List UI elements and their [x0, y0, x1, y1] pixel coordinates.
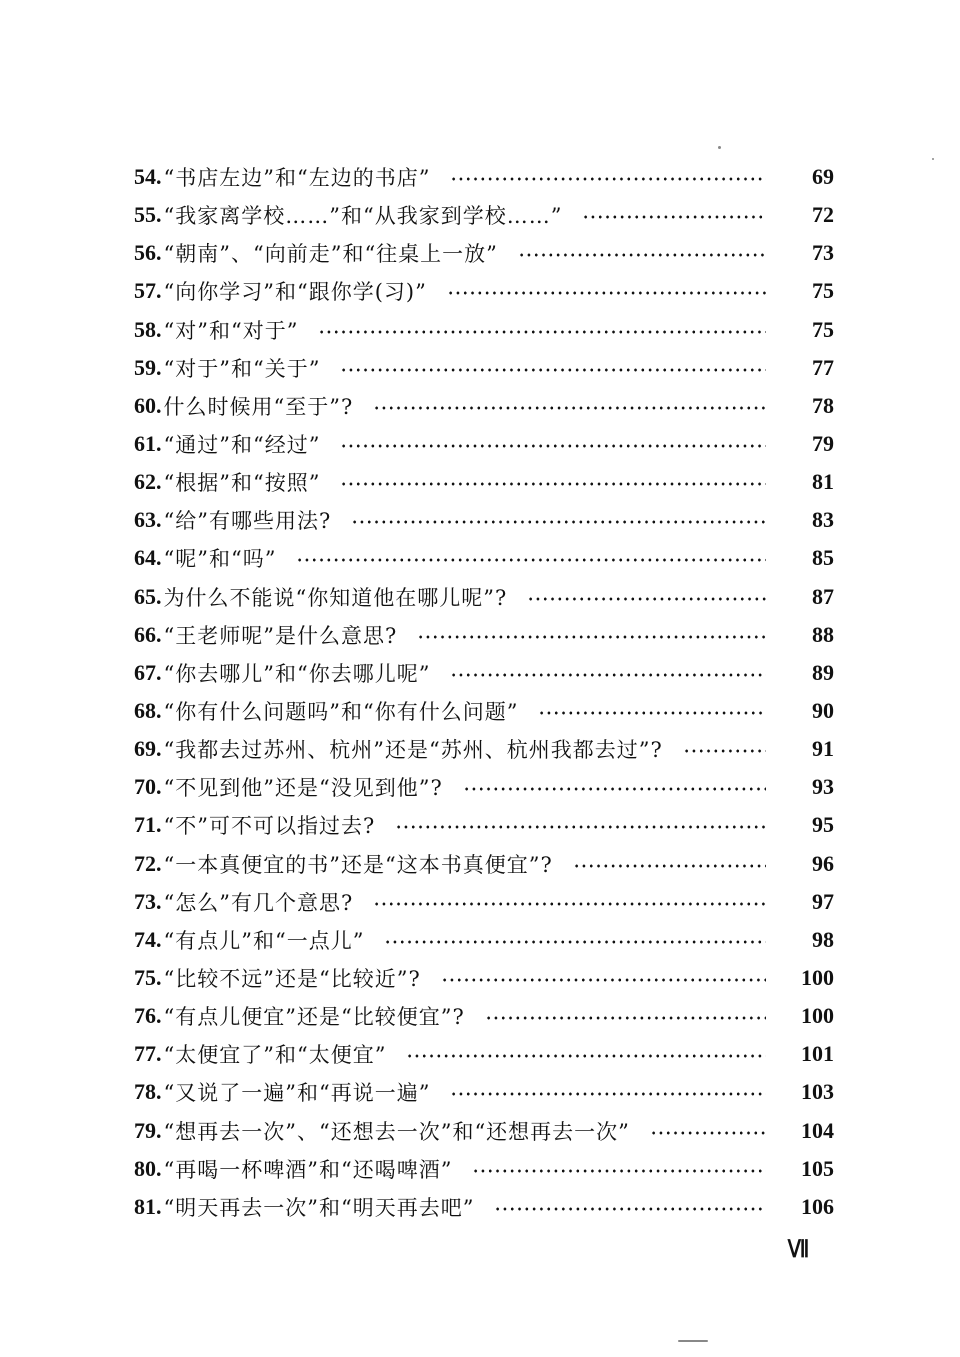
entry-title: “你去哪儿”和“你去哪儿呢”	[163, 661, 431, 686]
dot-leader	[373, 406, 766, 410]
entry-number: 81.	[134, 1193, 162, 1219]
entry-number: 70.	[134, 774, 162, 800]
dot-leader	[373, 902, 766, 906]
toc-entry	[134, 654, 834, 692]
entry-page: 88	[812, 621, 834, 647]
entry-number: 75.	[134, 965, 162, 991]
entry-page: 91	[812, 736, 834, 762]
toc-entry	[134, 1073, 834, 1111]
entry-title: “向你学习”和“跟你学(习)”	[163, 280, 427, 305]
entry-number: 80.	[134, 1155, 162, 1181]
entry-page: 81	[812, 469, 834, 495]
dot-leader	[582, 215, 766, 219]
toc-entry	[134, 997, 834, 1035]
entry-title: “对于”和“关于”	[163, 356, 321, 381]
dot-leader	[485, 1016, 766, 1020]
entry-title: “书店左边”和“左边的书店”	[163, 166, 431, 191]
entry-number: 74.	[134, 926, 162, 952]
entry-page: 78	[812, 392, 834, 418]
dot-leader	[340, 444, 766, 448]
entry-page: 72	[812, 202, 834, 228]
toc-entry	[134, 959, 834, 997]
entry-number: 65.	[134, 583, 162, 609]
dot-leader	[463, 787, 766, 791]
toc-entry	[134, 1188, 834, 1226]
entry-title: “有点儿便宜”还是“比较便宜”?	[163, 1005, 465, 1030]
entry-title: “我都去过苏州、杭州”还是“苏州、杭州我都去过”?	[163, 738, 663, 763]
scan-speck	[718, 146, 721, 149]
entry-title: “呢”和“吗”	[163, 547, 277, 572]
entry-number: 63.	[134, 507, 162, 533]
entry-title: “怎么”有几个意思?	[163, 890, 354, 915]
entry-title: “你有什么问题吗”和“你有什么问题”	[163, 700, 519, 725]
entry-number: 58.	[134, 316, 162, 342]
dot-leader	[406, 1054, 766, 1058]
entry-number: 56.	[134, 240, 162, 266]
entry-page: 101	[801, 1041, 834, 1067]
entry-title: “比较不远”还是“比较近”?	[163, 967, 421, 992]
entry-title: “给”有哪些用法?	[163, 509, 332, 534]
toc-entry	[134, 845, 834, 883]
entry-page: 97	[812, 888, 834, 914]
scan-speck	[932, 158, 934, 160]
entry-title: “一本真便宜的书”还是“这本书真便宜”?	[163, 852, 553, 877]
page-number-roman: Ⅶ	[787, 1237, 810, 1263]
toc-entry	[134, 425, 834, 463]
dot-leader	[318, 330, 766, 334]
dot-leader	[518, 253, 766, 257]
entry-page: 69	[812, 164, 834, 190]
toc-entry	[134, 539, 834, 577]
toc-entry	[134, 272, 834, 310]
toc-entry	[134, 883, 834, 921]
entry-number: 64.	[134, 545, 162, 571]
entry-title: “不见到他”还是“没见到他”?	[163, 776, 443, 801]
dot-leader	[450, 1092, 766, 1096]
entry-page: 96	[812, 850, 834, 876]
entry-number: 68.	[134, 698, 162, 724]
entry-page: 106	[801, 1193, 834, 1219]
toc-entry	[134, 921, 834, 959]
toc-entry	[134, 387, 834, 425]
entry-title: “不”可不可以指过去?	[163, 814, 376, 839]
entry-page: 95	[812, 812, 834, 838]
entry-title: “根据”和“按照”	[163, 471, 321, 496]
entry-page: 79	[812, 431, 834, 457]
toc-entry	[134, 349, 834, 387]
toc-entry	[134, 196, 834, 234]
dot-leader	[450, 177, 766, 181]
dot-leader	[351, 520, 766, 524]
entry-number: 78.	[134, 1079, 162, 1105]
entry-number: 57.	[134, 278, 162, 304]
dot-leader	[472, 1169, 766, 1173]
dot-leader	[384, 940, 766, 944]
dot-leader	[683, 749, 766, 753]
toc-entry	[134, 578, 834, 616]
entry-page: 77	[812, 354, 834, 380]
dot-leader	[527, 597, 766, 601]
entry-page: 105	[801, 1155, 834, 1181]
entry-number: 69.	[134, 736, 162, 762]
toc-entry	[134, 616, 834, 654]
entry-page: 73	[812, 240, 834, 266]
dot-leader	[538, 711, 766, 715]
entry-page: 87	[812, 583, 834, 609]
entry-title: “王老师呢”是什么意思?	[163, 623, 398, 648]
entry-number: 71.	[134, 812, 162, 838]
entry-page: 75	[812, 316, 834, 342]
entry-number: 76.	[134, 1003, 162, 1029]
toc-entry	[134, 311, 834, 349]
entry-title: “有点儿”和“一点儿”	[163, 928, 365, 953]
entry-page: 89	[812, 659, 834, 685]
toc-entry	[134, 501, 834, 539]
entry-page: 90	[812, 698, 834, 724]
dot-leader	[340, 368, 766, 372]
table-of-contents	[134, 158, 834, 1226]
entry-title: “想再去一次”、“还想去一次”和“还想再去一次”	[163, 1119, 630, 1144]
entry-number: 60.	[134, 392, 162, 418]
toc-entry	[134, 463, 834, 501]
entry-title: 什么时候用“至于”?	[163, 394, 354, 419]
toc-entry	[134, 234, 834, 272]
entry-page: 103	[801, 1079, 834, 1105]
entry-page: 93	[812, 774, 834, 800]
entry-number: 72.	[134, 850, 162, 876]
entry-title: “太便宜了”和“太便宜”	[163, 1043, 387, 1068]
dot-leader	[494, 1207, 766, 1211]
scan-speck	[678, 1340, 708, 1342]
dot-leader	[417, 635, 766, 639]
dot-leader	[296, 558, 766, 562]
entry-page: 85	[812, 545, 834, 571]
entry-title: “我家离学校……”和“从我家到学校……”	[163, 204, 563, 229]
entry-number: 77.	[134, 1041, 162, 1067]
entry-number: 79.	[134, 1117, 162, 1143]
dot-leader	[573, 864, 766, 868]
dot-leader	[395, 825, 766, 829]
entry-number: 66.	[134, 621, 162, 647]
entry-page: 104	[801, 1117, 834, 1143]
entry-title: “通过”和“经过”	[163, 433, 321, 458]
dot-leader	[450, 673, 766, 677]
entry-number: 61.	[134, 431, 162, 457]
entry-page: 98	[812, 926, 834, 952]
dot-leader	[441, 978, 766, 982]
toc-entry	[134, 692, 834, 730]
entry-number: 67.	[134, 659, 162, 685]
entry-title: “朝南”、“向前走”和“往桌上一放”	[163, 242, 498, 267]
entry-page: 83	[812, 507, 834, 533]
entry-number: 59.	[134, 354, 162, 380]
entry-number: 62.	[134, 469, 162, 495]
toc-entry	[134, 158, 834, 196]
entry-number: 73.	[134, 888, 162, 914]
toc-entry	[134, 730, 834, 768]
toc-entry	[134, 1112, 834, 1150]
entry-title: “明天再去一次”和“明天再去吧”	[163, 1195, 475, 1220]
entry-title: 为什么不能说“你知道他在哪儿呢”?	[163, 585, 508, 610]
entry-title: “对”和“对于”	[163, 318, 299, 343]
entry-title: “再喝一杯啤酒”和“还喝啤酒”	[163, 1157, 453, 1182]
entry-title: “又说了一遍”和“再说一遍”	[163, 1081, 431, 1106]
toc-entry	[134, 806, 834, 844]
entry-page: 100	[801, 1003, 834, 1029]
entry-number: 54.	[134, 164, 162, 190]
entry-number: 55.	[134, 202, 162, 228]
dot-leader	[340, 482, 766, 486]
entry-page: 100	[801, 965, 834, 991]
toc-entry	[134, 1035, 834, 1073]
dot-leader	[650, 1131, 766, 1135]
dot-leader	[447, 291, 766, 295]
toc-entry	[134, 1150, 834, 1188]
entry-page: 75	[812, 278, 834, 304]
toc-entry	[134, 768, 834, 806]
